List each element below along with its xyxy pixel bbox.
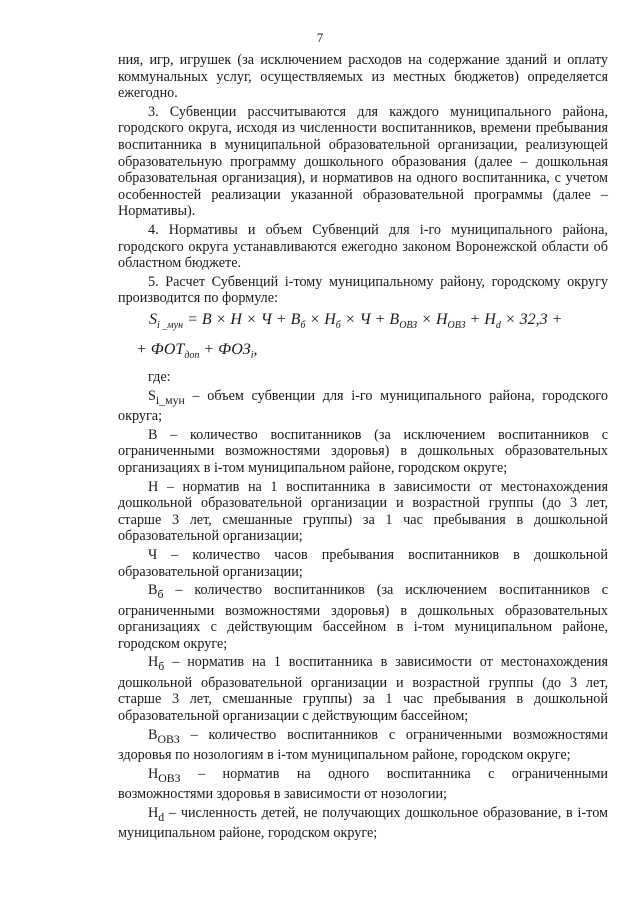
document-body bbox=[118, 52, 608, 844]
def-ch: Ч – количество часов пребывания воспитанников в дошкольной образовательной организации; bbox=[118, 547, 608, 580]
page-number: 7 bbox=[316, 30, 324, 45]
def-hovz: $Н_{ОВЗ}$ – норматив на одного воспитанника с ограниченными возможностями здоровья в зависимости от нозологии; bbox=[118, 765, 608, 803]
def-hb: $Н_б$ – норматив на 1 воспитанника в зависимости от местонахождения дошкольной образовательной организации и возрастной группы (до 3 лет, старше 3 лет, смешанные группы) за 1 час пребывания в дошкольной образовательной организации с действующим бассейном; bbox=[118, 654, 608, 725]
def-b: В – количество воспитанников (за исключением воспитанников с ограниченными возможностями здоровья) в дошкольных образовательных организациях в i-том муниципальном районе, городском округе; bbox=[118, 426, 608, 477]
def-hd: $Н_d$ – численность детей, не получающих дошкольное образование, в i-том муниципальном районе, городском округе; bbox=[118, 804, 608, 842]
def-bb: $В_б$ – количество воспитанников (за исключением воспитанников с ограниченными возможностями здоровья) в дошкольных образовательных организациях с действующим бассейном в i-том муниципальном районе, городском округе; bbox=[118, 582, 608, 652]
formula-line-2: + $ФОТ_{доп} + ФОЗ_i$, bbox=[136, 341, 258, 362]
paragraph-continuation: ния, игр, игрушек (за исключением расходов на содержание зданий и оплату коммунальных услуг, осуществляемых из местных бюджетов) определяется ежегодно. bbox=[118, 52, 608, 102]
def-s: $S_{i\_мун}$ – объем субвенции для i-го муниципального района, городского округа; bbox=[118, 387, 608, 425]
paragraph-3: 3. Субвенции рассчитываются для каждого муниципального района, городского округа, исходя из численности воспитанников, времени пребывания воспитанника в муниципальной образовательной организации, реализующей образовательную программу дошкольного образования (далее – дошкольная образовательная организация), и нормативов на одного воспитанника, с учетом особенностей реализации указанной образовательной программы (далее – Нормативы). bbox=[118, 103, 608, 220]
def-bovz: $В_{ОВЗ}$ – количество воспитанников с ограниченными возможностями здоровья по нозологиям в i-том муниципальном районе, городском округе; bbox=[118, 726, 608, 764]
def-h: Н – норматив на 1 воспитанника в зависимости от местонахождения дошкольной образовательной организации и возрастной группы (до 3 лет, старше 3 лет, смешанные группы) за 1 час пребывания в дошкольной образовательной организации; bbox=[118, 478, 608, 545]
where-label: где: bbox=[148, 369, 171, 386]
paragraph-4: 4. Нормативы и объем Субвенций для i-го муниципального района, городского округа устанавливаются ежегодно законом Воронежской области об областном бюджете. bbox=[118, 221, 608, 272]
paragraph-5: 5. Расчет Субвенций i-тому муниципальному району, городскому округу производится по формуле: bbox=[118, 273, 608, 307]
formula-line-1: $S_{i \_мун} = B \times H \times Ч + B_б \times H_б \times Ч + B_{ОВЗ} \times H_{ОВЗ} + H_d \times 32,3$ + bbox=[149, 310, 563, 332]
